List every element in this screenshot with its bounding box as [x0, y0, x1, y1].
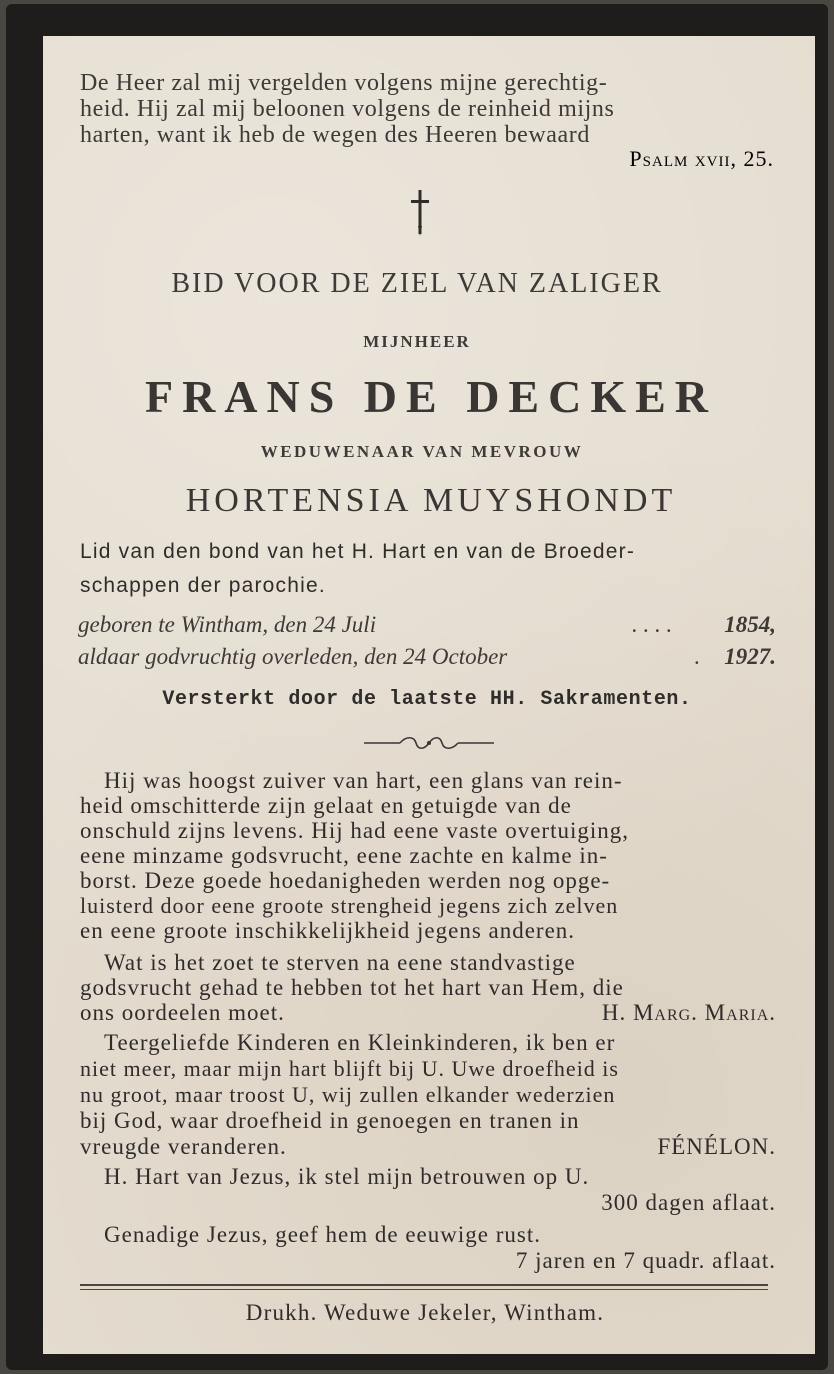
text-line: nu groot, maar troost U, wij zullen elkander wederzien: [80, 1082, 616, 1107]
sacraments-line: Versterkt door de laatste HH. Sakramenten.: [162, 688, 692, 711]
title: MIJNHEER: [363, 332, 471, 351]
text-line: [80, 1134, 776, 1160]
text-line: Wat is het zoet te sterven na eene standvastige: [104, 950, 576, 975]
text-fragment: ons oordeelen moet.: [80, 1000, 285, 1025]
divider-rule: [80, 1284, 768, 1286]
cross-icon: [410, 188, 430, 238]
prayer-text: H. Hart van Jezus, ik stel mijn betrouwen op U.: [104, 1164, 590, 1189]
text-line: onschuld zijns levens. Hij had eene vaste overtuiging,: [80, 818, 630, 843]
text-line: heid omschitterde zijn gelaat en getuigde van de: [80, 793, 572, 818]
birth-dots: . . . .: [632, 612, 673, 637]
death-year: 1927.: [724, 644, 776, 669]
death-line: [78, 644, 776, 670]
divider-rule: [80, 1289, 768, 1290]
prayer-2: [80, 1222, 776, 1274]
spouse-name: HORTENSIA MUYSHONDT: [185, 482, 677, 519]
text-fragment: vreugde veranderen.: [80, 1134, 287, 1159]
text-line: Hij was hoogst zuiver van hart, een glans van rein-: [104, 768, 623, 793]
membership-line: schappen der parochie.: [80, 574, 326, 597]
text-line: Teergeliefde Kinderen en Kleinkinderen, ik ben er: [104, 1030, 616, 1055]
verse-source: Psalm xvii, 25.: [629, 146, 774, 171]
paragraph-3: [80, 1030, 776, 1160]
flourish-icon: [364, 736, 494, 750]
verse-line: harten, want ik heb de wegen des Heeren bewaard: [80, 122, 590, 148]
birth-text: geboren te Wintham, den 24 Juli: [78, 612, 377, 637]
death-dots: .: [694, 644, 701, 669]
text-line: bij God, waar droefheid in genoegen en tranen in: [80, 1108, 580, 1133]
indulgence-text: 300 dagen aflaat.: [601, 1190, 776, 1215]
quote-attribution: FÉNÉLON.: [657, 1134, 776, 1159]
heading: BID VOOR DE ZIEL VAN ZALIGER: [171, 268, 663, 299]
prayer-1: [80, 1164, 776, 1216]
verse-line: heid. Hij zal mij beloonen volgens de reinheid mijns: [80, 96, 615, 122]
quote-attribution: H. Marg. Maria.: [601, 1000, 776, 1025]
text-line: niet meer, maar mijn hart blijft bij U. Uwe droefheid is: [80, 1056, 619, 1081]
widower-of: WEDUWENAAR VAN MEVROUW: [260, 442, 584, 461]
text-line: borst. Deze goede hoedanigheden werden nog opge-: [80, 868, 611, 893]
verse-line: De Heer zal mij vergelden volgens mijne gerechtig-: [80, 70, 608, 96]
text-line: eene minzame godsvrucht, eene zachte en kalme in-: [80, 843, 608, 868]
birth-year: 1854,: [724, 612, 776, 637]
death-text: aldaar godvruchtig overleden, den 24 October: [78, 644, 508, 669]
birth-line: [78, 612, 776, 638]
deceased-name: FRANS DE DECKER: [144, 371, 718, 422]
prayer-text: Genadige Jezus, geef hem de eeuwige rust.: [104, 1222, 541, 1247]
paragraph-2: [80, 950, 776, 1026]
text-line: luisterd door eene groote strengheid jegens zich zelven: [80, 893, 619, 918]
text-line: [80, 1000, 776, 1026]
membership-line: Lid van den bond van het H. Hart en van de Broeder-: [80, 540, 636, 563]
text-line: godsvrucht gehad te hebben tot het hart van Hem, die: [80, 975, 624, 1000]
text-line: en eene groote inschikkelijkheid jegens anderen.: [80, 918, 576, 943]
printer-imprint: Drukh. Weduwe Jekeler, Wintham.: [245, 1300, 605, 1325]
paragraph-1: [80, 768, 776, 943]
indulgence-text: 7 jaren en 7 quadr. aflaat.: [515, 1248, 776, 1273]
